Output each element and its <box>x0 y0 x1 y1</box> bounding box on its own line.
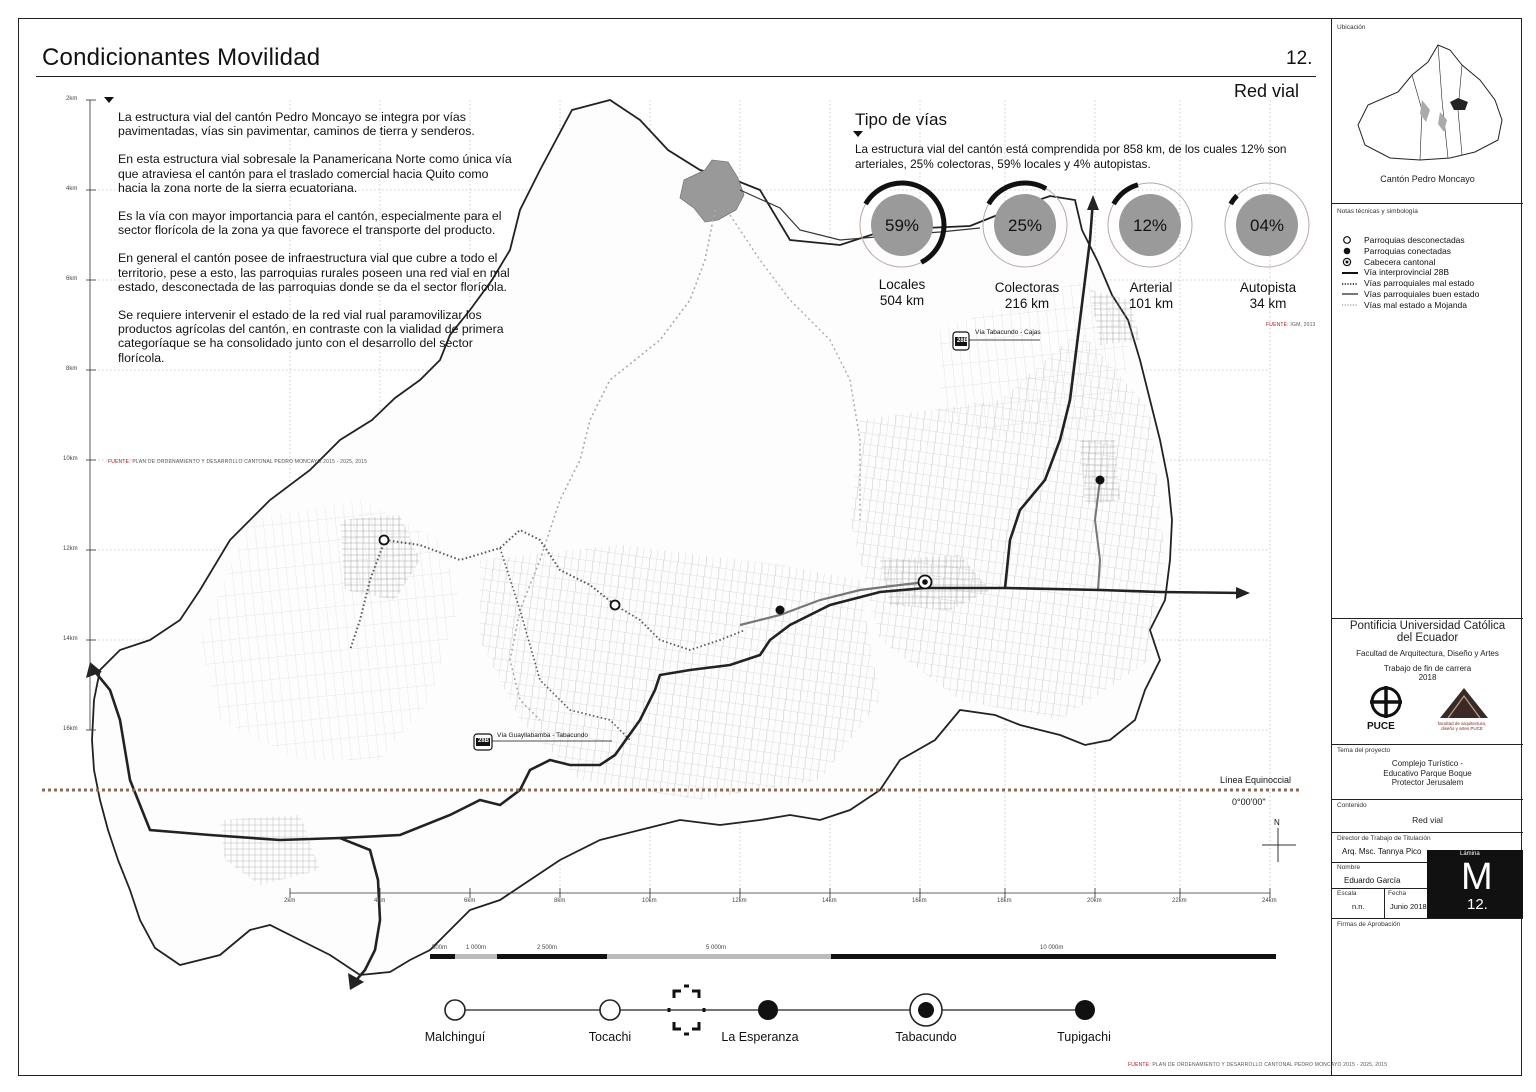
sheet-letter: M <box>1461 856 1493 898</box>
notes-box <box>1332 203 1523 204</box>
legend-item: Vías parroquiales mal estado <box>1364 278 1475 289</box>
left-axis-label: 6km <box>66 276 78 282</box>
timeline-tabacundo-inner-icon <box>918 1002 934 1018</box>
legend-item: Parroquias conectadas <box>1342 246 1479 257</box>
kpi-label-arterial: Arterial 101 km <box>1128 280 1174 311</box>
arrow-north <box>1087 195 1099 210</box>
director-box <box>1332 832 1523 833</box>
intro-paragraph: En esta estructura vial sobresale la Panamericana Norte como única vía que atraviesa el cantón para el traslado comercial hacia Quito como hacia la zona norte de la sierra ecuatoriana. <box>118 152 512 195</box>
puce-logo-text: PUCE <box>1367 721 1395 732</box>
scale-label: 1 000m <box>466 945 487 951</box>
shield-number-south: 28B <box>478 738 490 744</box>
notes-heading: Notas técnicas y simbología <box>1337 208 1418 215</box>
content-heading: Contenido <box>1337 802 1367 809</box>
bottom-axis-label: 18km <box>997 898 1012 904</box>
timeline-tupigachi-icon <box>1075 1000 1095 1020</box>
parish-label-malchingui: Malchinguí <box>424 1030 486 1044</box>
arrow-east <box>1236 587 1250 599</box>
name-box <box>1332 862 1427 863</box>
bottom-source: FUENTE: PLAN DE ORDENAMIENTO Y DESARROLLO CANTONAL PEDRO MONCAYO 2015 - 2025, 2015 <box>1128 1062 1388 1068</box>
road-types-title: Tipo de vías <box>855 110 947 129</box>
author-name: Eduardo García <box>1344 876 1401 885</box>
vias-title-arrow <box>853 131 863 137</box>
approval-heading: Firmas de Aprobación <box>1337 921 1401 928</box>
road-type-percentage: 04% <box>1249 216 1285 235</box>
map-marker-tabacundo-inner <box>922 579 928 585</box>
equator-label: Línea Equinoccial <box>1220 775 1292 785</box>
left-axis-label: 2km <box>66 96 78 102</box>
bottom-axis-label: 14km <box>822 898 837 904</box>
bottom-axis-label: 16km <box>912 898 927 904</box>
director-name: Arq. Msc. Tannya Pico <box>1342 847 1422 856</box>
intro-paragraph: Es la vía con mayor importancia para el cantón, especialmente para el sector florícola de la zona ya que favorece el transporte del producto. <box>118 209 502 238</box>
north-arrow-icon <box>1262 828 1296 862</box>
work-year: 2018 <box>1418 673 1437 682</box>
sheet-heading: Lámina <box>1460 851 1480 857</box>
parish-label-tabacundo: Tabacundo <box>895 1030 957 1044</box>
road-types-source: FUENTE: IGM, 2013 <box>1266 322 1316 328</box>
map-marker-la-esperanza <box>776 606 785 615</box>
faculty-logo-text: facultad de arquitectura, diseño y artes PUCE <box>1437 721 1487 731</box>
intro-text <box>118 110 516 379</box>
bottom-axis-label: 8km <box>554 898 566 904</box>
sheet-badge-number: 12. <box>1467 896 1488 913</box>
intro-source: FUENTE: PLAN DE ORDENAMIENTO Y DESARROLLO CANTONAL PEDRO MONCAYO 2015 - 2025, 2015 <box>108 459 368 465</box>
map-subtitle: Red vial <box>1234 81 1300 101</box>
timeline-tocachi-icon <box>600 1000 620 1020</box>
left-axis-label: 4km <box>66 186 78 192</box>
legend-item: Parroquias desconectadas <box>1342 235 1479 246</box>
scale-heading: Escala <box>1337 890 1357 897</box>
left-axis-label: 12km <box>63 546 78 552</box>
left-axis-ticks <box>86 100 96 730</box>
equator-coordinate: 0°00'00" <box>1232 797 1266 807</box>
bottom-axis-label: 24km <box>1262 898 1277 904</box>
intro-paragraph: En general el cantón posee de infraestructura vial que cubre a todo el territorio, pese a esto, las parroquias rurales poseen una red vial en mal estado, desconectada de las parroquias donde se da el sector florícola. <box>118 251 510 294</box>
scale-bar <box>430 954 1276 959</box>
scale-label: 2 500m <box>537 945 558 951</box>
timeline-la-esperanza-icon <box>758 1000 778 1020</box>
bottom-axis-label: 12km <box>732 898 747 904</box>
project-box <box>1332 744 1523 745</box>
legend-item: Vías parroquiales buen estado <box>1364 288 1480 299</box>
intro-paragraph: La estructura vial del cantón Pedro Moncayo se integra por vías pavimentadas, vías sin pavimentar, caminos de tierra y senderos. <box>118 110 475 139</box>
left-axis-label: 14km <box>63 636 78 642</box>
content-value: Red vial <box>1412 815 1443 825</box>
legend-item: Cabecera cantonal <box>1342 257 1479 268</box>
university-name: Pontificia Universidad Católica del Ecuador <box>1349 620 1506 644</box>
road-label-south: Vía Guayllabamba - Tabacundo <box>497 732 588 739</box>
faculty-name: Facultad de Arquitectura, Diseño y Artes <box>1356 649 1499 658</box>
bottom-axis-label: 20km <box>1087 898 1102 904</box>
parish-label-tocachi: Tocachi <box>588 1030 632 1044</box>
parish-label-la-esperanza: La Esperanza <box>721 1030 799 1044</box>
page-title: Condicionantes Movilidad <box>42 44 321 71</box>
scale-date-divider <box>1384 888 1385 918</box>
legend <box>1342 235 1479 311</box>
left-axis-label: 10km <box>63 456 78 462</box>
kpi-label-locales: Locales 504 km <box>878 277 926 308</box>
university-box <box>1332 618 1523 619</box>
bottom-axis-label: 4km <box>374 898 386 904</box>
bottom-axis-label: 6km <box>464 898 476 904</box>
timeline-malchingui-icon <box>445 1000 465 1020</box>
project-title: Complejo Turístico - Educativo Parque Boque Protector Jerusalem <box>1383 759 1472 787</box>
location-heading: Ubicación <box>1337 24 1366 31</box>
tupigachi-urban <box>1080 440 1120 505</box>
road-types-description: La estructura vial del cantón está comprendida por 858 km, de los cuales 12% son arteriales, 25% colectoras, 59% locales y 4% autopistas. <box>855 142 1287 171</box>
location-caption: Cantón Pedro Moncayo <box>1380 174 1475 184</box>
director-heading: Director de Trabajo de Titulación <box>1337 835 1431 842</box>
map-marker-tupigachi <box>1096 476 1105 485</box>
map-marker-tocachi <box>611 601 620 610</box>
legend-item: Vía interprovincial 28B <box>1364 267 1450 278</box>
scale-label: 10 000m <box>1040 945 1064 951</box>
content-box <box>1332 799 1523 800</box>
intro-arrow <box>104 97 114 103</box>
road-type-percentage: 59% <box>884 216 920 235</box>
bottom-axis-label: 10km <box>642 898 657 904</box>
kpi-label-autopista: Autopista 34 km <box>1239 280 1297 311</box>
name-heading: Nombre <box>1337 864 1361 871</box>
legend-item: Vías mal estado a Mojanda <box>1364 299 1468 310</box>
bottom-axis-label: 2km <box>284 898 296 904</box>
bottom-axis-label: 22km <box>1172 898 1187 904</box>
scale-value: n.n. <box>1352 902 1365 911</box>
work-type: Trabajo de fin de carrera <box>1383 664 1472 673</box>
approval-box <box>1332 918 1523 919</box>
road-type-percentage: 25% <box>1007 216 1043 235</box>
scale-date-box <box>1332 888 1427 889</box>
road-label-north: Vía Tabacundo - Cajas <box>975 329 1041 336</box>
north-letter: N <box>1274 818 1280 827</box>
left-axis-label: 16km <box>63 726 78 732</box>
shield-number-north: 28B <box>957 338 969 344</box>
sheet-badge <box>1427 850 1523 918</box>
road-type-percentage: 12% <box>1132 216 1168 235</box>
kpi-label-colectoras: Colectoras 216 km <box>994 280 1060 311</box>
scale-label: 5 000m <box>706 945 727 951</box>
sheet-number: 12. <box>1286 48 1313 69</box>
map-marker-malchingui <box>380 536 389 545</box>
project-heading: Tema del proyecto <box>1337 747 1391 754</box>
title-block-sidebar <box>1331 18 1523 1076</box>
date-value: Junio 2018 <box>1390 902 1427 911</box>
intro-paragraph: Se requiere intervenir el estado de la red vial rual paramovilizar los productos agrícolas del cantón, en contraste con la vialidad de primera categoríaque se ha consolidado junto con el desarrollo del sector florícola. <box>118 308 504 365</box>
left-axis-label: 8km <box>66 366 78 372</box>
parish-label-tupigachi: Tupigachi <box>1057 1030 1111 1044</box>
date-heading: Fecha <box>1388 890 1407 897</box>
scale-label: 500m <box>432 945 448 951</box>
